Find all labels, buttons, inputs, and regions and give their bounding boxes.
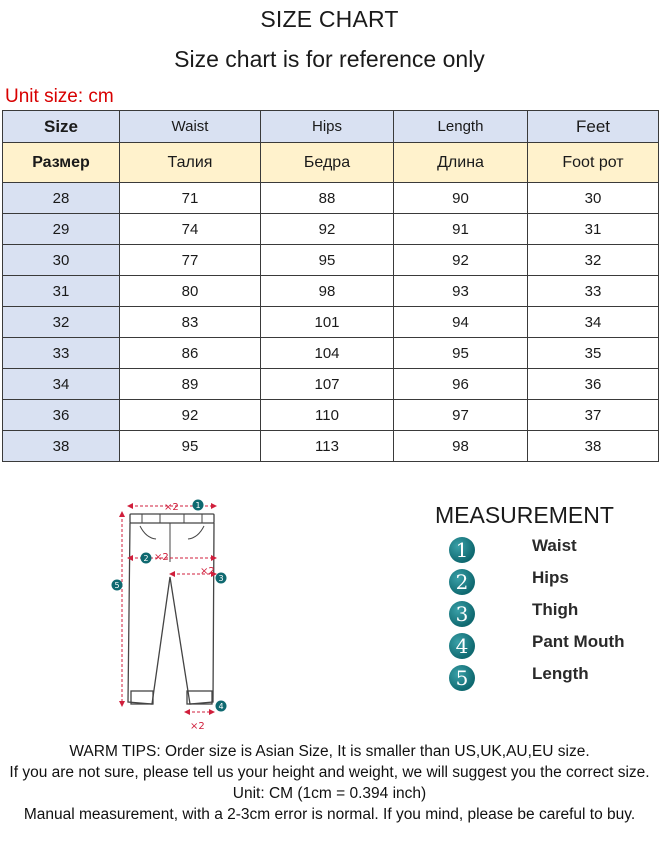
diagram-badge-2: 2 (143, 554, 149, 563)
table-cell: 34 (3, 369, 120, 400)
table-cell: 89 (120, 369, 261, 400)
waist-multiplier: ×2 (164, 502, 179, 513)
pants-diagram (100, 492, 240, 732)
diagram-badge-1: 1 (195, 501, 201, 510)
table-cell: 32 (528, 245, 659, 276)
measurement-title: MEASUREMENT (435, 502, 614, 528)
table-cell: 32 (3, 307, 120, 338)
number-4-icon: 4 (449, 633, 475, 659)
table-row (3, 183, 659, 214)
header-cell-waist: Waist (120, 111, 261, 143)
table-cell: 31 (528, 214, 659, 245)
table-row (3, 338, 659, 369)
table-cell: 88 (261, 183, 394, 214)
table-cell: 37 (528, 400, 659, 431)
table-row (3, 245, 659, 276)
header-cell-hips: Hips (261, 111, 394, 143)
table-cell: 95 (120, 431, 261, 462)
tips-line-2: If you are not sure, please tell us your height and weight, we will suggest you the correct size. (9, 764, 650, 781)
unit-label: Unit size: cm (5, 86, 114, 107)
table-cell: 30 (3, 245, 120, 276)
table-cell: 98 (394, 431, 528, 462)
table-cell: 107 (261, 369, 394, 400)
hips-multiplier: ×2 (154, 552, 169, 563)
warm-tips (0, 741, 659, 825)
table-cell: 90 (394, 183, 528, 214)
table-row (3, 214, 659, 245)
legend-label-thigh: Thigh (532, 600, 579, 619)
table-cell: 98 (261, 276, 394, 307)
mouth-multiplier: ×2 (190, 721, 205, 732)
number-3-icon: 3 (449, 601, 475, 627)
measure-multipliers (154, 502, 215, 732)
legend-label-pant-mouth: Pant Mouth (532, 632, 625, 651)
table-row (3, 400, 659, 431)
table-cell: 38 (3, 431, 120, 462)
tips-line-1: WARM TIPS: Order size is Asian Size, It is smaller than US,UK,AU,EU size. (69, 743, 590, 760)
pants-outline (128, 514, 214, 704)
table-cell: 35 (528, 338, 659, 369)
table-cell: 97 (394, 400, 528, 431)
table-cell: 28 (3, 183, 120, 214)
table-cell: 92 (394, 245, 528, 276)
number-5-icon: 5 (449, 665, 475, 691)
table-cell: 38 (528, 431, 659, 462)
table-cell: 94 (394, 307, 528, 338)
table-cell: 110 (261, 400, 394, 431)
diagram-badge-5: 5 (114, 581, 120, 590)
legend-label-hips: Hips (532, 568, 569, 587)
table-cell: 113 (261, 431, 394, 462)
header-row-english (3, 111, 659, 143)
table-cell: 31 (3, 276, 120, 307)
table-cell: 77 (120, 245, 261, 276)
table-cell: 96 (394, 369, 528, 400)
table-row (3, 431, 659, 462)
size-chart-table (2, 110, 659, 462)
table-cell: 71 (120, 183, 261, 214)
header-cell-dlina: Длина (394, 143, 528, 183)
table-row (3, 276, 659, 307)
table-cell: 33 (3, 338, 120, 369)
table-cell: 36 (528, 369, 659, 400)
header-cell-foot: Foot рот (528, 143, 659, 183)
thigh-multiplier: ×2 (200, 566, 215, 577)
diagram-badge-3: 3 (218, 574, 224, 583)
table-cell: 95 (261, 245, 394, 276)
table-cell: 95 (394, 338, 528, 369)
header-row-russian (3, 143, 659, 183)
measure-lines (122, 506, 214, 712)
table-cell: 92 (120, 400, 261, 431)
table-cell: 83 (120, 307, 261, 338)
tips-line-4: Manual measurement, with a 2-3cm error is normal. If you mind, please be careful to buy. (23, 806, 636, 823)
page-title: SIZE CHART (260, 6, 399, 32)
table-cell: 29 (3, 214, 120, 245)
header-cell-size: Size (3, 111, 120, 143)
table-cell: 30 (528, 183, 659, 214)
table-cell: 34 (528, 307, 659, 338)
legend-label-length: Length (532, 664, 589, 683)
tips-line-3: Unit: CM (1cm = 0.394 inch) (232, 785, 427, 802)
table-cell: 36 (3, 400, 120, 431)
header-cell-razmer: Размер (3, 143, 120, 183)
legend-label-waist: Waist (532, 536, 577, 555)
table-cell: 101 (261, 307, 394, 338)
page-subtitle: Size chart is for reference only (174, 46, 485, 72)
table-cell: 91 (394, 214, 528, 245)
diagram-badge-4: 4 (218, 702, 224, 711)
table-cell: 104 (261, 338, 394, 369)
table-cell: 74 (120, 214, 261, 245)
table-row (3, 307, 659, 338)
number-1-icon: 1 (449, 537, 475, 563)
table-cell: 33 (528, 276, 659, 307)
table-cell: 86 (120, 338, 261, 369)
table-cell: 93 (394, 276, 528, 307)
table-cell: 92 (261, 214, 394, 245)
number-2-icon: 2 (449, 569, 475, 595)
header-cell-bedra: Бедра (261, 143, 394, 183)
table-row (3, 369, 659, 400)
header-cell-feet: Feet (528, 111, 659, 143)
header-cell-length: Length (394, 111, 528, 143)
table-cell: 80 (120, 276, 261, 307)
header-cell-taliya: Талия (120, 143, 261, 183)
